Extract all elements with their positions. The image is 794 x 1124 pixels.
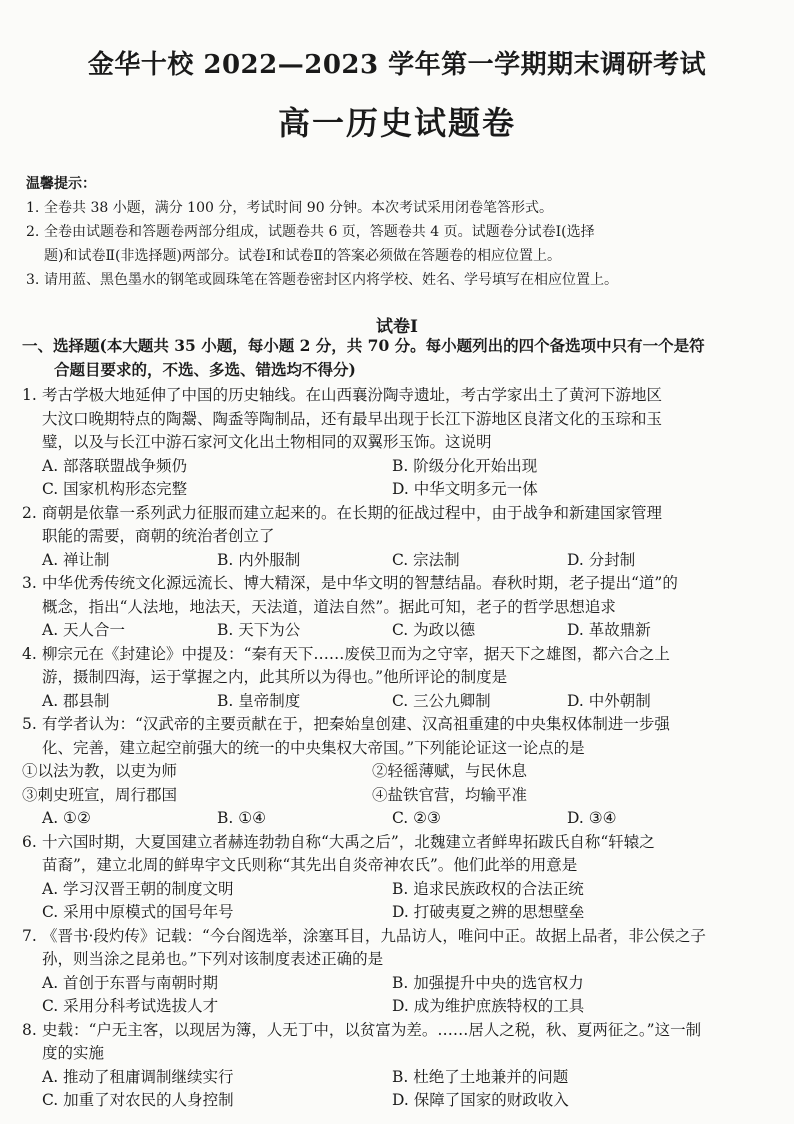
option-item: D. 打破夷夏之辨的思想壁垒 xyxy=(392,903,585,921)
question-number: 8. xyxy=(22,1020,37,1039)
section-title: 试卷Ⅰ xyxy=(376,317,418,337)
option-item: C. 宗法制 xyxy=(392,550,460,569)
option-item: D. 革故鼎新 xyxy=(567,621,651,639)
question-list xyxy=(22,384,782,1113)
option-list xyxy=(22,807,782,831)
option-item: A. 禅让制 xyxy=(42,550,110,569)
option-item: C. 为政以德 xyxy=(392,621,476,639)
tip-number xyxy=(26,244,44,268)
question-number: 7. xyxy=(22,926,37,945)
question-stem-line: 游，摄制四海，运于掌握之内，此其所以为得也。”他所评论的制度是 xyxy=(42,668,508,686)
option-list xyxy=(22,549,782,573)
question-number: 1. xyxy=(22,386,37,404)
question-stem-line xyxy=(22,925,782,949)
question-stem xyxy=(22,384,782,455)
question-stem-line: 孙，则当涂之昆弟也。”下列对该制度表述正确的是 xyxy=(42,950,384,968)
question-text: 考古学极大地延伸了中国的历史轴线。在山西襄汾陶寺遗址，考古学家出土了黄河下游地区 xyxy=(42,386,663,404)
option-item: C. 三公九卿制 xyxy=(392,691,491,710)
option-item: D. 保障了国家的财政收入 xyxy=(392,1091,569,1109)
question-text: 中华优秀传统文化源远流长、博大精深，是中华文明的智慧结晶。春秋时期，老子提出“道”的 xyxy=(42,574,678,592)
question-stem-line: 度的实施 xyxy=(42,1044,105,1062)
tips-title: 温馨提示： xyxy=(26,176,96,192)
option-list xyxy=(22,1066,782,1113)
question-text: 柳宗元在《封建论》中提及：“秦有天下……废侯卫而为之守宰，据天下之雄图，都六合之上 xyxy=(42,644,670,663)
question-number: 3. xyxy=(22,574,37,592)
option-item: B. ①④ xyxy=(217,809,267,827)
tip-item xyxy=(26,268,776,292)
option-item: B. 加强提升中央的选官权力 xyxy=(392,973,584,992)
question-number: 5. xyxy=(22,715,37,733)
tip-text: 全卷由试题卷和答题卷两部分组成，试题卷共 6 页，答题卷共 4 页。试题卷分试卷Ⅰ(选择 xyxy=(44,224,595,240)
question-stem-line: 璧，以及与长江中游石家河文化出土物相同的双翼形玉饰。这说明 xyxy=(42,433,492,451)
instruction-line: 一、选择题(本大题共 35 小题，每小题 2 分，共 70 分。每小题列出的四个备选项中只有一个是符 xyxy=(22,336,705,355)
option-list xyxy=(22,972,782,1019)
question xyxy=(22,831,782,925)
instruction-line: 合题目要求的，不选、多选、错选均不得分) xyxy=(54,360,356,379)
question-stem xyxy=(22,643,782,690)
option-list xyxy=(22,878,782,925)
question-stem xyxy=(22,502,782,549)
option-item: A. 学习汉晋王朝的制度文明 xyxy=(42,879,234,898)
tip-item xyxy=(26,196,776,220)
question-number: 4. xyxy=(22,644,37,663)
question-text: 《晋书·段灼传》记载：“今台阁选举，涂塞耳目，九品访人，唯问中正。故据上品者，非公侯之子 xyxy=(42,926,706,945)
question-stem-line: 化、完善，建立起空前强大的统一的中央集权大帝国。”下列能论证这一论点的是 xyxy=(42,738,585,757)
question-stem xyxy=(22,925,782,972)
tip-text: 全卷共 38 小题，满分 100 分，考试时间 90 分钟。本次考试采用闭卷笔答形式。 xyxy=(44,200,554,216)
option-item: B. 追求民族政权的合法正统 xyxy=(392,879,584,898)
option-item: B. 皇帝制度 xyxy=(217,691,301,710)
tip-text: 题)和试卷Ⅱ(非选择题)两部分。试卷Ⅰ和试卷Ⅱ的答案必须做在答题卷的相应位置上。 xyxy=(44,248,561,264)
option-item: A. ①② xyxy=(42,809,91,827)
question-stem-line xyxy=(22,831,782,855)
option-item: D. 中华文明多元一体 xyxy=(392,480,538,498)
option-item: C. 国家机构形态完整 xyxy=(42,480,188,498)
question-text: 有学者认为：“汉武帝的主要贡献在于，把秦始皇创建、汉高祖重建的中央集权体制进一步强 xyxy=(42,715,670,733)
question-text: 史载：“户无主客，以现居为簿，人无丁中，以贫富为差。……居人之税，秋、夏两征之。”这一制 xyxy=(42,1020,702,1039)
option-item: A. 天人合一 xyxy=(42,621,126,639)
statement-list xyxy=(22,760,782,807)
tips-block xyxy=(26,172,776,292)
question-stem xyxy=(22,831,782,878)
tip-number: 3. xyxy=(26,272,40,288)
question-stem-line xyxy=(22,384,782,408)
question-stem xyxy=(22,1019,782,1066)
option-list xyxy=(22,690,782,714)
option-item: B. 天下为公 xyxy=(217,621,301,639)
option-item: D. 分封制 xyxy=(567,550,636,569)
option-item: C. 采用分科考试选拔人才 xyxy=(42,997,219,1015)
tip-number: 2. xyxy=(26,224,40,240)
exam-header-title: 金华十校 2022—2023 学年第一学期期末调研考试 xyxy=(87,50,707,80)
section-instruction xyxy=(22,334,782,382)
question xyxy=(22,643,782,714)
question-stem-line xyxy=(22,502,782,526)
tips-list xyxy=(26,196,776,292)
option-list xyxy=(22,619,782,643)
option-item: C. 加重了对农民的人身控制 xyxy=(42,1091,234,1109)
statement-item: ①以法为教，以吏为师 xyxy=(22,762,178,780)
question-text: 十六国时期，大夏国建立者赫连勃勃自称“大禹之后”，北魏建立者鲜卑拓跋氏自称“轩辕之 xyxy=(42,832,655,851)
question-number: 2. xyxy=(22,503,37,522)
option-item: C. ②③ xyxy=(392,809,441,827)
question-stem xyxy=(22,713,782,760)
question-stem-line: 概念，指出“人法地，地法天，天法道，道法自然”。据此可知，老子的哲学思想追求 xyxy=(42,597,616,616)
question-stem xyxy=(22,572,782,619)
question-stem-line xyxy=(22,643,782,667)
question-number: 6. xyxy=(22,832,37,851)
question xyxy=(22,1019,782,1113)
statement-item: ②轻徭薄赋，与民休息 xyxy=(372,762,528,780)
option-item: A. 郡县制 xyxy=(42,691,110,710)
option-item: D. 成为维护庶族特权的工具 xyxy=(392,997,585,1015)
option-item: B. 内外服制 xyxy=(217,550,301,569)
question-stem-line xyxy=(22,713,782,737)
tip-item xyxy=(26,220,776,244)
option-item: B. 杜绝了土地兼并的问题 xyxy=(392,1067,569,1086)
tip-number: 1. xyxy=(26,200,40,216)
question-stem-line: 大汶口晚期特点的陶鬶、陶盉等陶制品，还有最早出现于长江下游地区良渚文化的玉琮和玉 xyxy=(42,409,663,428)
question-stem-line: 职能的需要，商朝的统治者创立了 xyxy=(42,527,275,545)
question-stem-line xyxy=(22,1019,782,1043)
option-item: A. 推动了租庸调制继续实行 xyxy=(42,1067,234,1086)
statement-item: ④盐铁官营，均输平准 xyxy=(372,785,528,804)
exam-subject-title: 高一历史试题卷 xyxy=(277,104,516,142)
question xyxy=(22,713,782,831)
tip-text: 请用蓝、黑色墨水的钢笔或圆珠笔在答题卷密封区内将学校、姓名、学号填写在相应位置上。 xyxy=(44,272,618,288)
option-list xyxy=(22,455,782,502)
option-item: C. 采用中原模式的国号年号 xyxy=(42,903,234,921)
question-stem-line: 苗裔”，建立北周的鲜卑宇文氏则称“其先出自炎帝神农氏”。他们此举的用意是 xyxy=(42,856,578,874)
tip-item xyxy=(26,244,776,268)
option-item: B. 阶级分化开始出现 xyxy=(392,456,538,475)
question xyxy=(22,572,782,643)
question xyxy=(22,384,782,502)
statement-item: ③刺史班宣，周行郡国 xyxy=(22,785,178,804)
question-stem-line xyxy=(22,572,782,596)
option-item: A. 首创于东晋与南朝时期 xyxy=(42,973,219,992)
option-item: D. 中外朝制 xyxy=(567,691,651,710)
question xyxy=(22,925,782,1019)
option-item: D. ③④ xyxy=(567,809,617,827)
question xyxy=(22,502,782,573)
question-text: 商朝是依靠一系列武力征服而建立起来的。在长期的征战过程中，由于战争和新建国家管理 xyxy=(42,503,663,522)
option-item: A. 部落联盟战争频仍 xyxy=(42,456,188,475)
